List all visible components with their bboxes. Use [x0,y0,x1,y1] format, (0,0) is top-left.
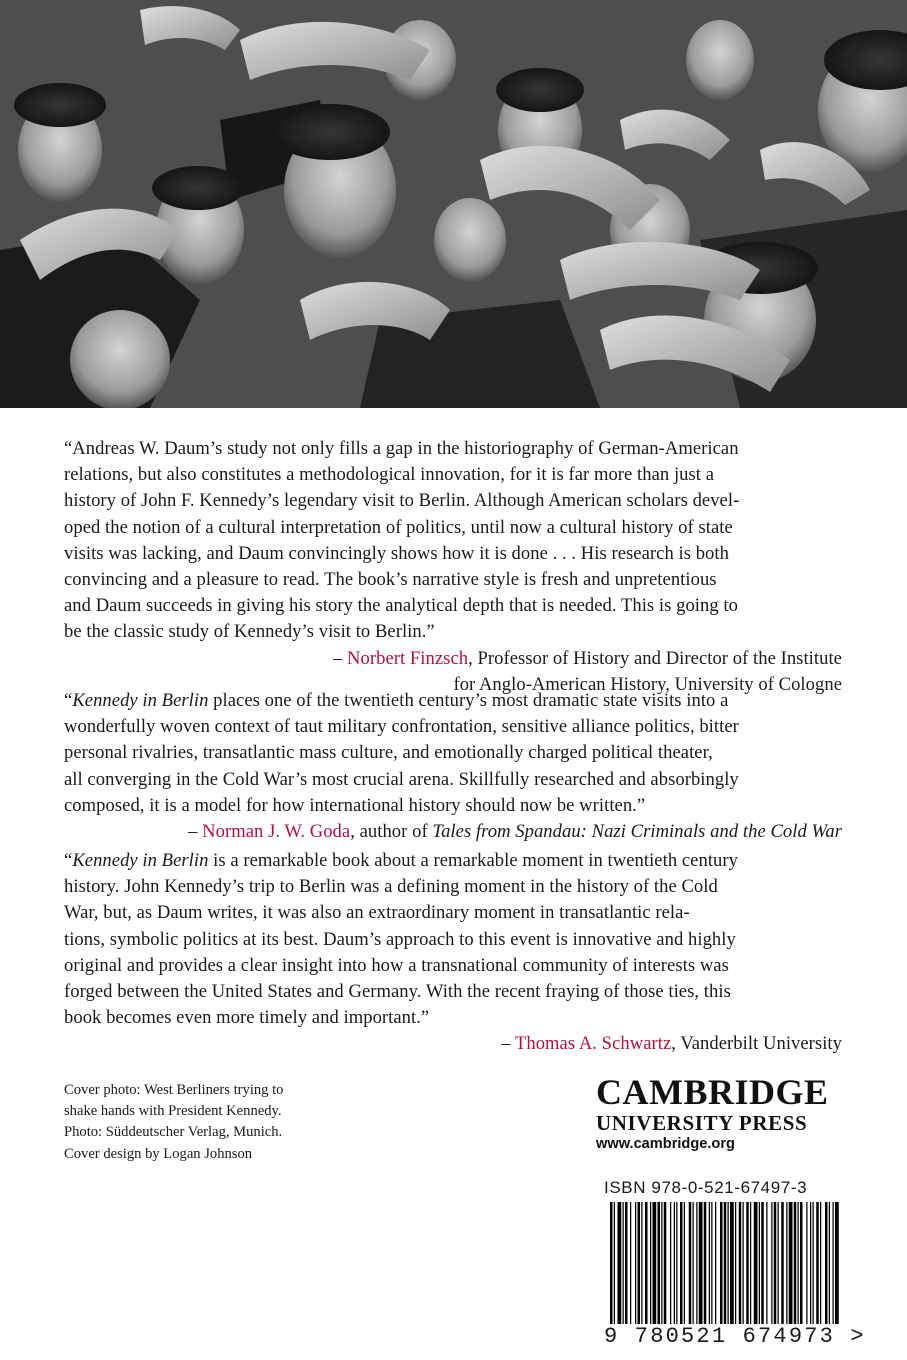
barcode-bar [730,1202,734,1340]
barcode-bar [650,1202,651,1340]
barcode-bar [670,1202,671,1340]
barcode-bar [709,1202,710,1340]
barcode-bar [820,1202,821,1340]
barcode-bar [658,1202,661,1340]
cover-photo [0,0,907,408]
barcode-bar [676,1202,677,1340]
barcode-bar [641,1202,642,1340]
barcode-bar [715,1202,716,1340]
barcode-bar [684,1202,685,1340]
barcode-bar [720,1202,723,1340]
credit-line: Cover design by Logan Johnson [64,1145,253,1162]
author-name: Thomas A. Schwartz [514,1033,672,1055]
barcode-bar [816,1202,819,1340]
barcode-bar [630,1202,631,1340]
book-title: Kennedy in Berlin [72,850,209,871]
barcode-bar [693,1202,694,1340]
barcode-bar [728,1202,729,1340]
barcode-bar [635,1202,636,1340]
barcode-icon [606,1202,842,1340]
barcode-bar [618,1202,622,1340]
credit-line: Photo: Süddeutscher Verlag, Munich. [64,1124,283,1141]
author-name: Norbert Finzsch [347,647,469,669]
publisher-name: CAMBRIDGE [596,1072,829,1112]
barcode-bar [800,1202,803,1340]
barcode-bar [645,1202,648,1340]
barcode-bar [614,1202,615,1340]
barcode-bar [835,1202,839,1340]
barcode-bar [696,1202,697,1340]
barcode-bar [833,1202,834,1340]
barcode-bar [746,1202,749,1340]
cover-credits [64,1080,364,1165]
author-book-title: Tales from Spandau: Nazi Criminals and the Cold War [432,821,842,843]
credit-line: Cover photo: West Berliners trying to [64,1082,284,1098]
barcode-bar [829,1202,830,1340]
quote-attribution-line-2: for Anglo-American History, University of Cologne [453,673,842,695]
barcode-bar [674,1202,675,1340]
barcode-bar [810,1202,811,1340]
barcode-bar [766,1202,767,1340]
review-quote-schwartz [64,848,842,1058]
barcode-bar [750,1202,751,1340]
quote-text: “Andreas W. Daum’s study not only fills a gap in the historiography of German-American relations, but also constitutes a methodological innovation, for it is far more than just a history of John F. Kennedy’s legendary visit to Berlin. Although American scholars devel- oped the notion of a cultural interpretation of politics, until now a cultural history of state visits was lacking, and Daum convincingly shows how it is done . . . His research is both convincing and a pleasure to read. The book’s narrative style is fresh and unpretentious and Daum succeeds in giving his story the analytical depth that is needed. This is going to be the classic study of Kennedy’s visit to Berlin.” [64,438,740,643]
barcode-bar [661,1202,662,1340]
barcode-bar [699,1202,703,1340]
publisher-url: www.cambridge.org [596,1136,735,1152]
barcode-bar [743,1202,744,1340]
barcode-bar [789,1202,793,1340]
author-name: Norman J. W. Goda [202,821,351,843]
barcode-bar [759,1202,760,1340]
isbn-label: ISBN 978-0-521-67497-3 [604,1178,808,1197]
barcode-bar [781,1202,784,1340]
barcode-bar [623,1202,624,1340]
barcode-bar [798,1202,799,1340]
barcode-bar [704,1202,707,1340]
book-title: Kennedy in Berlin [72,690,209,711]
barcode-bar [638,1202,641,1340]
review-quote-goda [64,688,842,845]
barcode-bar [794,1202,797,1340]
quote-attribution: – Thomas A. Schwartz, Vanderbilt University [501,1033,842,1055]
barcode-bar [610,1202,613,1340]
barcode-bar [778,1202,779,1340]
isbn-digits: 9 780521 674973 > [604,1324,866,1349]
review-quote-finzsch [64,436,842,698]
barcode-bar [774,1202,777,1340]
barcode-bar [806,1202,807,1340]
barcode-bar [771,1202,772,1340]
quote-attribution: – Norbert Finzsch, Professor of History and Director of the Institute [332,647,842,669]
crowd-photo-icon [0,0,907,408]
barcode-bar [754,1202,758,1340]
barcode-bar [680,1202,683,1340]
publisher-logo [596,1072,846,1154]
barcode-bar [724,1202,727,1340]
barcode-bar [813,1202,814,1340]
barcode-bar [739,1202,742,1340]
barcode-bar [711,1202,712,1340]
barcode-bar [664,1202,667,1340]
barcode-bar [689,1202,692,1340]
quote-attribution: – Norman J. W. Goda, author of Tales from Spandau: Nazi Criminals and the Cold War [188,821,842,843]
barcode-bar [735,1202,736,1340]
barcode-bar [761,1202,764,1340]
credit-line: shake hands with President Kennedy. [64,1103,282,1120]
barcode-bar [625,1202,628,1340]
barcode-bar [653,1202,657,1340]
publisher-subtitle: UNIVERSITY PRESS [596,1111,808,1135]
quote-text: “Kennedy in Berlin places one of the twentieth century’s most dramatic state visits into a wonderfully woven context of taut military confrontation, sensitive alliance politics, bitter personal rivalries, transatlantic mass culture, and emotionally charged political theater, all converging in the Cold War’s most crucial arena. Skillfully researched and absorbingly composed, it is a model for how international history should now be written.” [64,690,739,816]
isbn-barcode [604,1178,866,1350]
barcode-bar [825,1202,828,1340]
quote-text: “Kennedy in Berlin is a remarkable book about a remarkable moment in twentieth century history. John Kennedy’s trip to Berlin was a defining moment in the history of the Cold War, but, as Daum writes, it was also an extraordinary moment in transatlantic rela- tions, symbolic politics at its best. Daum’s approach to this event is innovative and highly original and provides a clear insight into how a transnational community of interests was forged between the United States and Germany. With the recent fraying of those ties, this book becomes even more timely and important.” [64,850,738,1029]
barcode-bar [786,1202,787,1340]
